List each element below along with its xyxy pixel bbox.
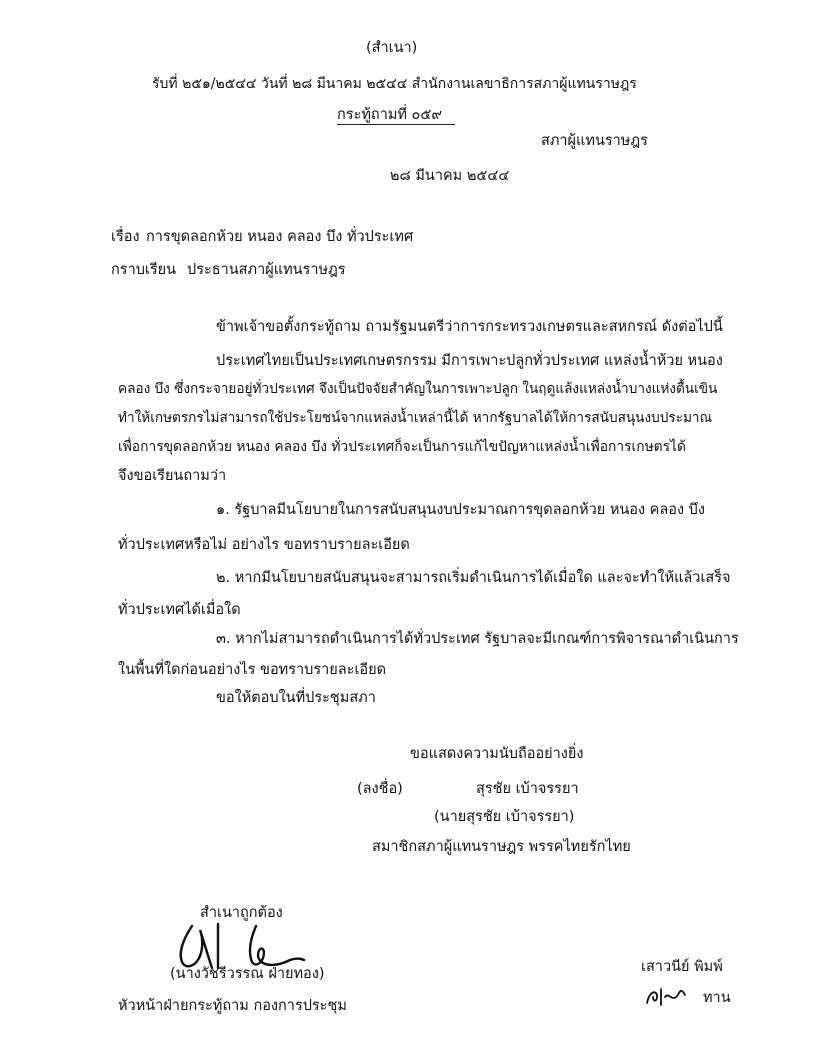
body-paragraph-1: ข้าพเจ้าขอตั้งกระทู้ถาม ถามรัฐมนตรีว่าการกระทรวงเกษตรและสหกรณ์ ดังต่อไปนี้: [216, 319, 723, 335]
copy-mark: (สำเนา): [366, 40, 418, 56]
body-paragraph-2-line-1: ประเทศไทยเป็นประเทศเกษตรกรรม มีการเพาะปลูกทั่วประเทศ แหล่งน้ำห้วย หนอง: [216, 353, 723, 369]
signed-name: สุรชัย เบ้าจรรยา: [476, 781, 579, 797]
addressee-text: ประธานสภาผู้แทนราษฎร: [187, 262, 346, 278]
body-paragraph-2-line-3: ทำให้เกษตรกรไม่สามารถใช้ประโยชน์จากแหล่งน้ำเหล่านี้ได้ หากรัฐบาลได้ให้การสนับสนุนงบประมาณ: [118, 410, 713, 426]
signed-label: (ลงชื่อ): [357, 781, 403, 797]
closing-respect: ขอแสดงความนับถืออย่างยิ่ง: [410, 746, 584, 762]
signer-position: สมาชิกสภาผู้แทนราษฎร พรรคไทยรักไทย: [372, 839, 631, 855]
certifier-title: หัวหน้าฝ่ายกระทู้ถาม กองการประชุม: [118, 998, 347, 1014]
question-2-line-1: ๒. หากมีนโยบายสนับสนุนจะสามารถเริ่มดำเนินการได้เมื่อใด และจะทำให้แล้วเสร็จ: [216, 570, 731, 586]
typist-note: เสาวนีย์ พิมพ์: [641, 959, 723, 975]
body-paragraph-2-line-5: จึงขอเรียนถามว่า: [118, 468, 227, 484]
subject-text: การขุดลอกห้วย หนอง คลอง บึง ทั่วประเทศ: [146, 229, 414, 245]
closing-request: ขอให้ตอบในที่ประชุมสภา: [216, 690, 376, 706]
certified-copy-label: สำเนาถูกต้อง: [200, 905, 283, 921]
subject-label: เรื่อง: [111, 229, 140, 245]
question-1-line-1: ๑. รัฐบาลมีนโยบายในการสนับสนุนงบประมาณการขุดลอกห้วย หนอง คลอง บึง: [216, 502, 705, 518]
question-1-line-2: ทั่วประเทศหรือไม่ อย่างไร ขอทราบรายละเอียด: [118, 537, 410, 553]
recipient-organization: สภาผู้แทนราษฎร: [541, 133, 648, 149]
checker-note: ทาน: [703, 990, 731, 1006]
question-3-line-2: ในพื้นที่ใดก่อนอย่างไร ขอทราบรายละเอียด: [118, 662, 387, 678]
body-paragraph-2-line-2: คลอง บึง ซึ่งกระจายอยู่ทั่วประเทศ จึงเป็นปัจจัยสำคัญในการเพาะปลูก ในฤดูแล้งแหล่งน้ำบางแห่งตื้นเขิน: [118, 381, 718, 397]
receipt-line: รับที่ ๒๕๑/๒๕๔๔ วันที่ ๒๘ มีนาคม ๒๕๔๔ สำนักงานเลขาธิการสภาผู้แทนราษฎร: [152, 76, 637, 92]
question-number-underline: [337, 124, 455, 125]
question-number: กระทู้ถามที่ ๐๕๙: [337, 107, 443, 123]
question-3-line-1: ๓. หากไม่สามารถดำเนินการได้ทั่วประเทศ รัฐบาลจะมีเกณฑ์การพิจารณาดำเนินการ: [216, 631, 739, 647]
question-2-line-2: ทั่วประเทศได้เมื่อใด: [118, 602, 241, 618]
document-date: ๒๘ มีนาคม ๒๕๔๔: [390, 168, 510, 184]
body-paragraph-2-line-4: เพื่อการขุดลอกห้วย หนอง คลอง บึง ทั่วประเทศก็จะเป็นการแก้ไขปัญหาแหล่งน้ำเพื่อการเกษตรได้: [118, 439, 686, 455]
certifier-name: (นางวัชรีวรรณ ฝ่ายทอง): [170, 966, 325, 982]
signer-full-name: (นายสุรชัย เบ้าจรรยา): [434, 809, 575, 825]
addressee-label: กราบเรียน: [111, 262, 177, 278]
checker-initials: [643, 983, 687, 1009]
